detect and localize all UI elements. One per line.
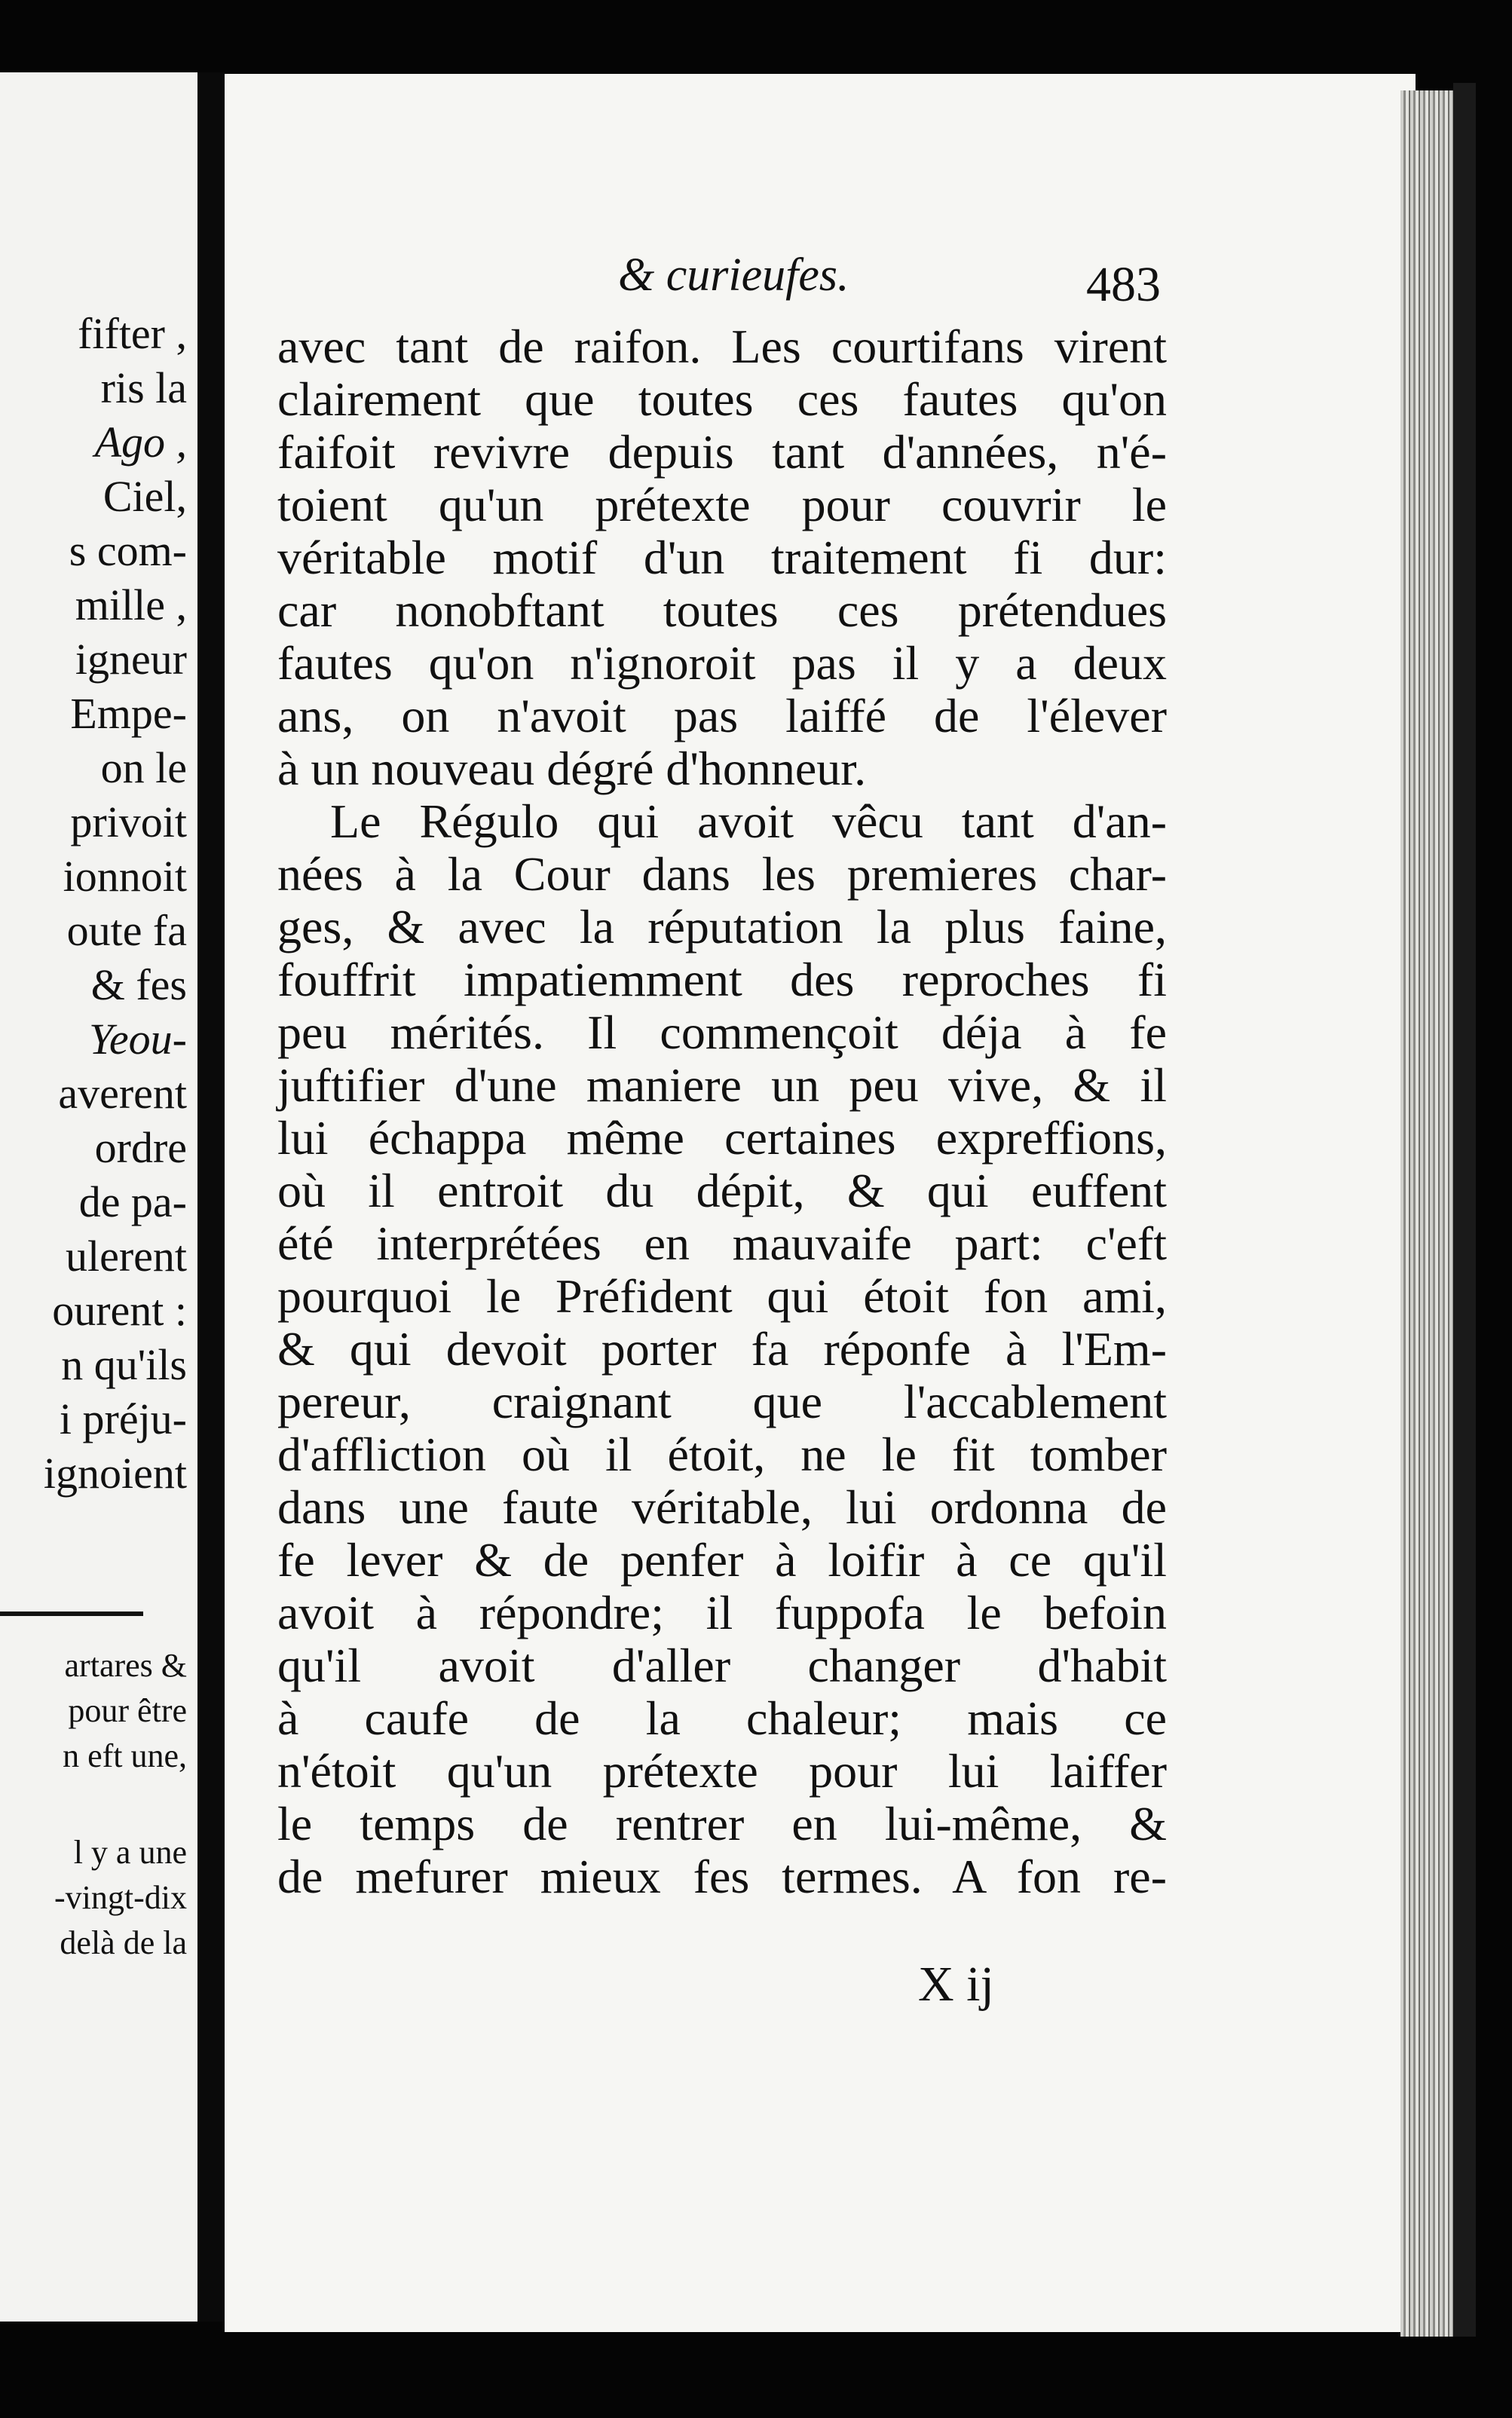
left-page-line: Yeou-: [89, 1015, 187, 1064]
left-page-line: on le: [100, 743, 187, 792]
text-line: lui échappa même certaines expreffions,: [277, 1111, 1167, 1165]
previous-page-fragment: [0, 72, 197, 2322]
text-line: avoit à répondre; il fuppofa le befoin: [277, 1586, 1167, 1639]
text-line: pereur, craignant que l'accablement: [277, 1375, 1167, 1428]
running-title: & curieufes.: [618, 249, 849, 301]
text-line: été interprétées en mauvaife part: c'eft: [277, 1217, 1167, 1270]
text-line: juftifier d'une maniere un peu vive, & il: [277, 1058, 1167, 1112]
left-page-line: fifter ,: [78, 309, 187, 358]
text-line: car nonobftant toutes ces prétendues: [277, 583, 1167, 637]
left-page-line: privoit: [70, 797, 187, 846]
text-line: où il entroit du dépit, & qui euffent: [277, 1164, 1167, 1217]
left-page-line: ignoient: [43, 1449, 187, 1498]
text-line: clairement que toutes ces fautes qu'on: [277, 372, 1167, 426]
left-page-line: ionnoit: [63, 852, 187, 901]
left-page-line: Ciel,: [103, 472, 187, 521]
footnote-rule: [0, 1611, 143, 1616]
page-header: [226, 249, 1161, 317]
text-line: d'affliction où il étoit, ne le fit tomber: [277, 1428, 1167, 1481]
left-footnote-line: delà de la: [60, 1924, 187, 1961]
left-footnote-line: pour être: [68, 1692, 187, 1729]
text-line: toient qu'un prétexte pour couvrir le: [277, 478, 1167, 531]
text-line: fe lever & de penfer à loifir à ce qu'il: [277, 1533, 1167, 1587]
left-page-line: & fes: [90, 960, 187, 1009]
book-gutter: [197, 72, 225, 2322]
text-line: faifoit revivre depuis tant d'années, n'é-: [277, 425, 1167, 479]
left-page-line: Ago ,: [94, 418, 187, 467]
text-line: fautes qu'on n'ignoroit pas il y a deux: [277, 636, 1167, 690]
left-page-line: igneur: [75, 635, 187, 684]
text-line: à un nouveau dégré d'honneur.: [277, 742, 867, 795]
text-line: nées à la Cour dans les premieres char-: [277, 847, 1167, 901]
text-line: le temps de rentrer en lui-même, &: [277, 1797, 1167, 1850]
text-line: peu mérités. Il commençoit déja à fe: [277, 1005, 1167, 1059]
page-number: 483: [1086, 257, 1161, 312]
left-page-line: ourent :: [52, 1286, 187, 1335]
text-line: dans une faute véritable, lui ordonna de: [277, 1480, 1167, 1534]
text-line: de mefurer mieux fes termes. A fon re-: [277, 1850, 1167, 1903]
text-line: véritable motif d'un traitement fi dur:: [277, 531, 1167, 584]
left-footnote-line: l y a une: [73, 1834, 187, 1871]
left-page-line: s com-: [69, 526, 187, 575]
left-page-line: averent: [58, 1069, 187, 1118]
left-page-line: ris la: [100, 363, 187, 412]
left-footnote-line: n eft une,: [63, 1737, 187, 1774]
signature-mark: X ij: [918, 1957, 994, 2012]
left-page-line: oute fa: [66, 906, 187, 955]
page-edge-shadow: [1453, 83, 1476, 2337]
left-footnote-line: -vingt-dix: [54, 1879, 187, 1916]
text-line: pourquoi le Préfident qui étoit fon ami,: [277, 1269, 1167, 1323]
text-line: n'étoit qu'un prétexte pour lui laiffer: [277, 1744, 1167, 1798]
page-edges: [1400, 90, 1453, 2337]
left-page-line: de pa-: [78, 1177, 187, 1226]
text-line: fouffrit impatiemment des reproches fi: [277, 953, 1167, 1006]
left-page-line: ulerent: [65, 1232, 187, 1281]
left-page-line: ordre: [94, 1123, 187, 1172]
left-page-line: Empe-: [70, 689, 187, 738]
text-line: qu'il avoit d'aller changer d'habit: [277, 1639, 1167, 1692]
text-line: & qui devoit porter fa réponfe à l'Em-: [277, 1322, 1167, 1376]
text-line: à caufe de la chaleur; mais ce: [277, 1691, 1167, 1745]
paragraph-start-line: Le Régulo qui avoit vêcu tant d'an-: [330, 794, 1167, 848]
left-page-line: n qu'ils: [61, 1340, 187, 1389]
text-line: ges, & avec la réputation la plus faine,: [277, 900, 1167, 953]
left-page-line: i préju-: [59, 1394, 187, 1443]
left-footnote-line: artares &: [64, 1647, 187, 1684]
left-page-line: mille ,: [75, 580, 187, 629]
text-line: ans, on n'avoit pas laiffé de l'élever: [277, 689, 1167, 742]
page-body: [277, 320, 1167, 1903]
text-line: avec tant de raifon. Les courtifans virent: [277, 320, 1167, 373]
